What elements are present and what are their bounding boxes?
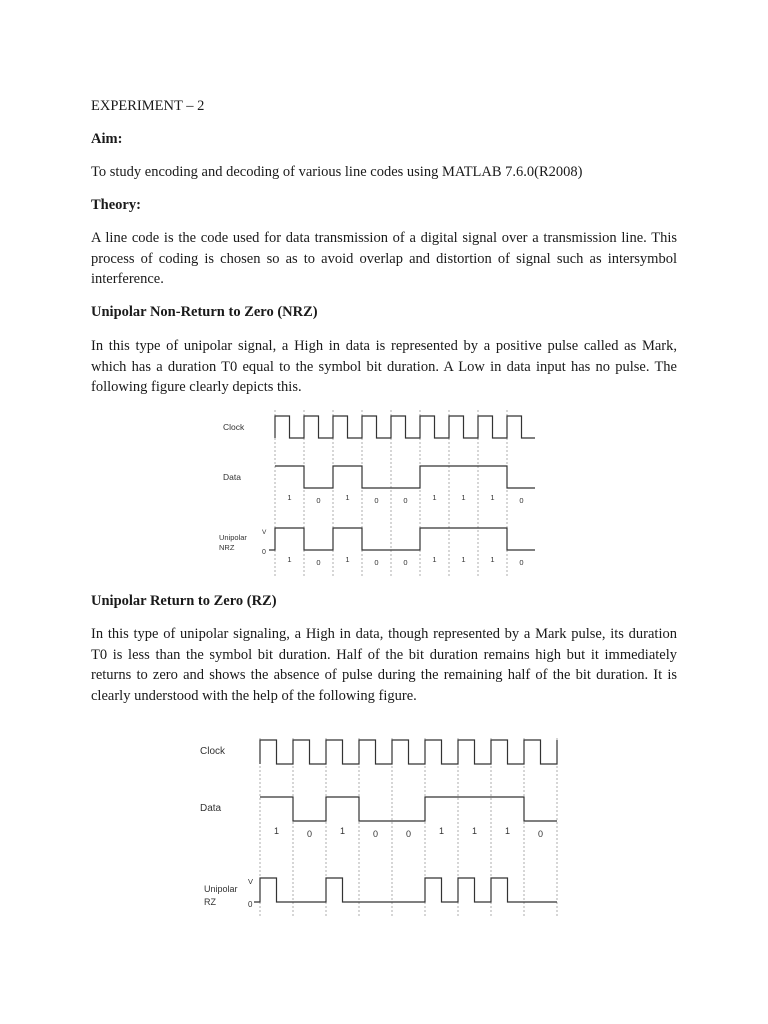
- bit-value-label: 0: [537, 829, 544, 839]
- bit-value-label: 0: [403, 496, 408, 505]
- bit-value-label: 1: [461, 493, 466, 502]
- rz-clock-waveform: [260, 740, 557, 764]
- bit-value-label: 0: [306, 829, 313, 839]
- rz-data-bit-labels: [274, 826, 543, 839]
- bit-value-label: 1: [490, 555, 495, 564]
- bit-value-label: 1: [287, 493, 292, 502]
- rz-signal-label-line1: Unipolar: [204, 884, 238, 894]
- nrz-heading: Unipolar Non-Return to Zero (NRZ): [91, 304, 318, 320]
- experiment-title: EXPERIMENT – 2: [91, 98, 205, 114]
- bit-value-label: 0: [403, 558, 408, 567]
- bit-value-label: 1: [471, 826, 478, 836]
- nrz-encoded-waveform: [269, 528, 535, 550]
- nrz-encoded-bit-labels: [287, 555, 523, 567]
- nrz-clock-label: Clock: [223, 422, 245, 432]
- bit-value-label: 1: [273, 826, 280, 836]
- rz-heading: Unipolar Return to Zero (RZ): [91, 593, 277, 609]
- bit-value-label: 1: [339, 826, 346, 836]
- bit-value-label: 0: [316, 496, 321, 505]
- rz-axis-v-label: V: [248, 877, 254, 886]
- nrz-data-label: Data: [223, 472, 241, 482]
- bit-value-label: 1: [345, 555, 350, 564]
- nrz-data-bit-labels: [287, 493, 523, 505]
- bit-value-label: 1: [504, 826, 511, 836]
- bit-value-label: 1: [345, 493, 350, 502]
- rz-clock-label: Clock: [200, 746, 226, 757]
- bit-value-label: 0: [372, 829, 379, 839]
- nrz-signal-label-line2: NRZ: [219, 543, 235, 552]
- nrz-waveform-figure: [215, 402, 535, 578]
- bit-value-label: 1: [432, 493, 437, 502]
- rz-axis-zero-label: 0: [248, 900, 253, 909]
- rz-waveform-figure: [194, 730, 558, 920]
- bit-value-label: 0: [405, 829, 412, 839]
- nrz-paragraph: In this type of unipolar signal, a High in data is represented by a positive pulse called as Mark, which has a duration T0 equal to the symbol bit duration. A Low in data input has no pulse. The following figure clearly depicts this.: [91, 338, 677, 395]
- rz-encoded-waveform: [254, 878, 557, 902]
- nrz-data-waveform: [275, 466, 535, 488]
- rz-data-label: Data: [200, 803, 222, 814]
- bit-value-label: 0: [374, 496, 379, 505]
- nrz-axis-zero-label: 0: [262, 549, 266, 556]
- bit-value-label: 0: [519, 558, 524, 567]
- bit-value-label: 1: [287, 555, 292, 564]
- nrz-clock-waveform: [275, 416, 535, 438]
- rz-data-waveform: [260, 797, 557, 821]
- bit-value-label: 1: [432, 555, 437, 564]
- theory-paragraph: A line code is the code used for data transmission of a digital signal over a transmission line. This process of coding is chosen so as to avoid overlap and distortion of signal such as intersymbol interference.: [91, 230, 677, 287]
- aim-heading: Aim:: [91, 131, 123, 147]
- theory-heading: Theory:: [91, 197, 141, 213]
- bit-value-label: 0: [519, 496, 524, 505]
- bit-value-label: 1: [490, 493, 495, 502]
- nrz-axis-v-label: V: [262, 529, 267, 536]
- nrz-signal-label-line1: Unipolar: [219, 533, 247, 542]
- bit-value-label: 1: [438, 826, 445, 836]
- bit-value-label: 0: [374, 558, 379, 567]
- aim-text: To study encoding and decoding of various line codes using MATLAB 7.6.0(R2008): [91, 164, 583, 180]
- rz-signal-label-line2: RZ: [204, 897, 216, 907]
- bit-value-label: 1: [461, 555, 466, 564]
- rz-paragraph: In this type of unipolar signaling, a High in data, though represented by a Mark pulse, its duration T0 is less than the symbol bit duration. Half of the bit duration remains high but it immediately returns to zero and shows the absence of pulse during the remaining half of the bit duration. It is clearly understood with the help of the following figure.: [91, 626, 677, 704]
- rz-bit-gridlines: [260, 738, 557, 918]
- bit-value-label: 0: [316, 558, 321, 567]
